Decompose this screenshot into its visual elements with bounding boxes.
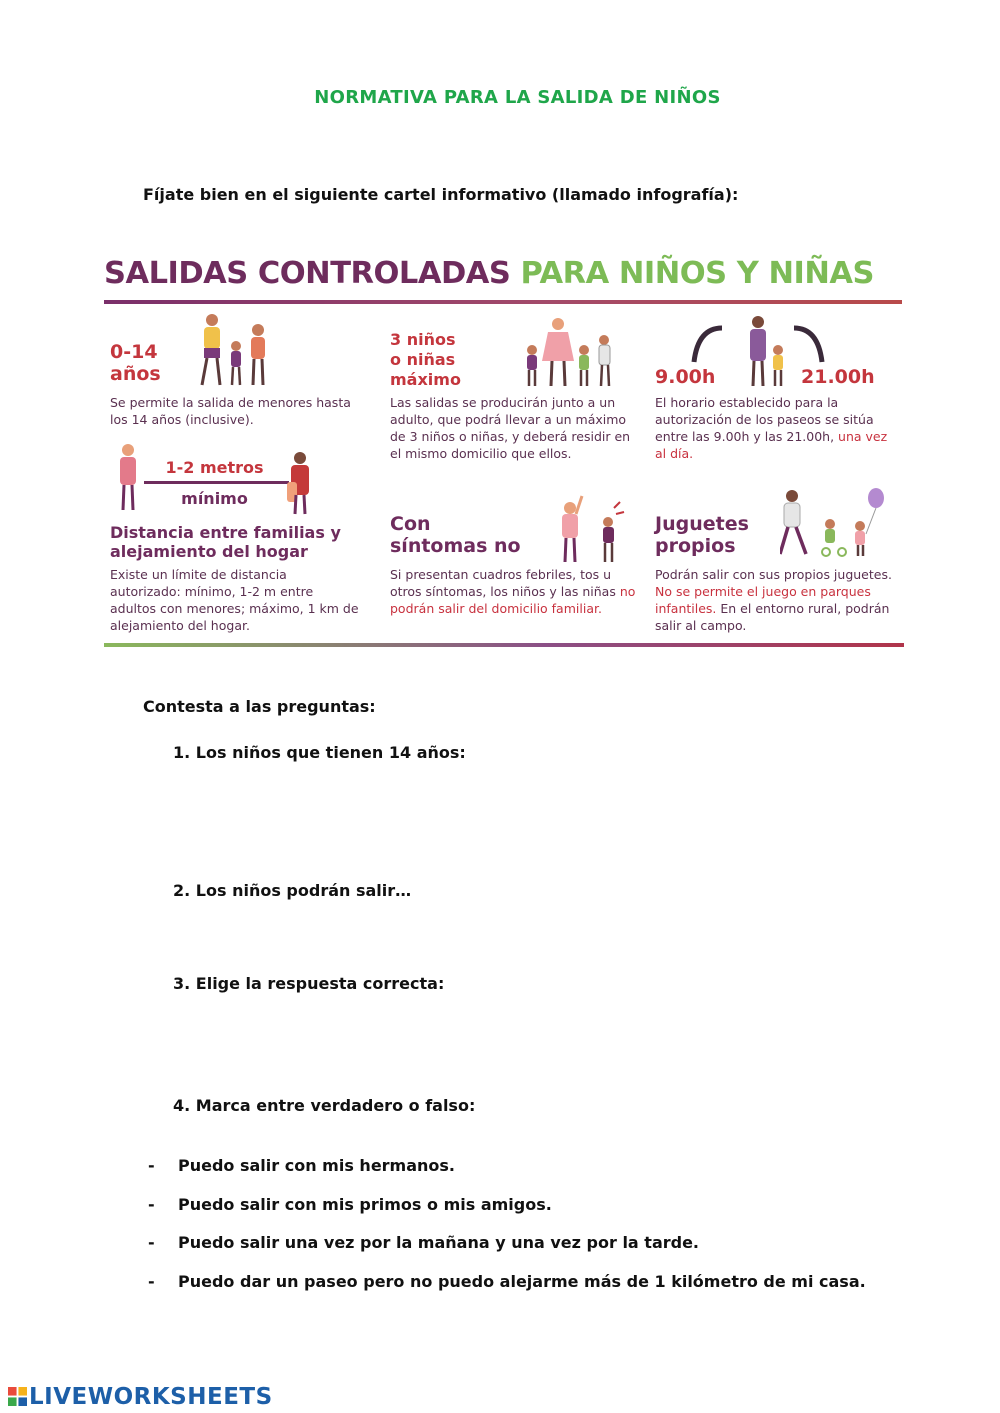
statement-4: Puedo dar un paseo pero no puedo alejarme más de 1 kilómetro de mi casa. bbox=[178, 1272, 866, 1291]
adult-with-kids-illustration bbox=[520, 316, 620, 388]
infographic-title-part1: SALIDAS CONTROLADAS bbox=[104, 256, 521, 291]
schedule-start: 9.00h bbox=[655, 366, 716, 388]
distance-metros: 1-2 metros bbox=[165, 458, 264, 477]
max-kids-text: Las salidas se producirán junto a un adulto, que podrá llevar a un máximo de 3 niños o niñas, y deberá residir en el mismo domicilio que ellos. bbox=[390, 395, 631, 461]
distance-text: Existe un límite de distancia autorizado: mínimo, 1-2 m entre adultos con menores; máximo, 1 km de alejamiento del hogar. bbox=[110, 567, 359, 633]
toys-text: Podrán salir con sus propios juguetes. No se permite el juego en parques infantiles. En el entorno rural, podrán salir al campo. bbox=[655, 567, 892, 633]
statement-2: Puedo salir con mis primos o mis amigos. bbox=[178, 1195, 552, 1214]
symptoms-text: Si presentan cuadros febriles, tos u otros síntomas, los niños y las niñas no podrán salir del domicilio familiar. bbox=[390, 567, 636, 616]
statement-dash: - bbox=[148, 1156, 155, 1175]
statement-dash: - bbox=[148, 1195, 155, 1214]
statement-3: Puedo salir una vez por la mañana y una vez por la tarde. bbox=[178, 1233, 700, 1252]
infographic bbox=[100, 248, 908, 656]
liveworksheets-icon bbox=[8, 1387, 27, 1406]
toys-illustration bbox=[780, 486, 890, 562]
question-3: 3. Elige la respuesta correcta: bbox=[173, 974, 445, 993]
infographic-title-part2: PARA NIÑOS Y NIÑAS bbox=[520, 256, 874, 291]
liveworksheets-logo[interactable] bbox=[8, 1384, 273, 1410]
sick-kids-illustration bbox=[550, 494, 630, 564]
question-1: 1. Los niños que tienen 14 años: bbox=[173, 743, 466, 762]
divider-bottom bbox=[104, 643, 904, 647]
toys-heading: Juguetes propios bbox=[655, 513, 749, 557]
question-4: 4. Marca entre verdadero o falso: bbox=[173, 1096, 476, 1115]
age-text: Se permite la salida de menores hasta los 14 años (inclusive). bbox=[110, 395, 351, 427]
distance-minimo: mínimo bbox=[181, 489, 248, 508]
symptoms-heading: Con síntomas no bbox=[390, 513, 521, 557]
schedule-text: El horario establecido para la autorización de los paseos se sitúa entre las 9.00h y las 21.00h, una vez al día. bbox=[655, 395, 888, 461]
question-2: 2. Los niños podrán salir… bbox=[173, 881, 412, 900]
max-kids-heading: 3 niños o niñas máximo bbox=[390, 330, 461, 389]
adult-child-illustration bbox=[740, 314, 790, 388]
statement-dash: - bbox=[148, 1233, 155, 1252]
liveworksheets-brand: LIVEWORKSHEETS bbox=[29, 1384, 273, 1410]
divider-top bbox=[104, 300, 902, 304]
intro-text: Fíjate bien en el siguiente cartel informativo (llamado infografía): bbox=[143, 185, 739, 204]
age-range: 0-14 años bbox=[110, 341, 161, 385]
adult-left-illustration bbox=[108, 442, 148, 512]
statement-dash: - bbox=[148, 1272, 155, 1291]
infographic-title bbox=[104, 256, 874, 291]
distance-line bbox=[144, 481, 289, 484]
page-title: NORMATIVA PARA LA SALIDA DE NIÑOS bbox=[314, 87, 721, 108]
adult-right-illustration bbox=[280, 450, 320, 516]
statement-1: Puedo salir con mis hermanos. bbox=[178, 1156, 456, 1175]
family-illustration bbox=[192, 310, 274, 390]
distance-heading: Distancia entre familias y alejamiento del hogar bbox=[110, 523, 341, 561]
schedule-end: 21.00h bbox=[801, 366, 875, 388]
questions-intro: Contesta a las preguntas: bbox=[143, 697, 376, 716]
